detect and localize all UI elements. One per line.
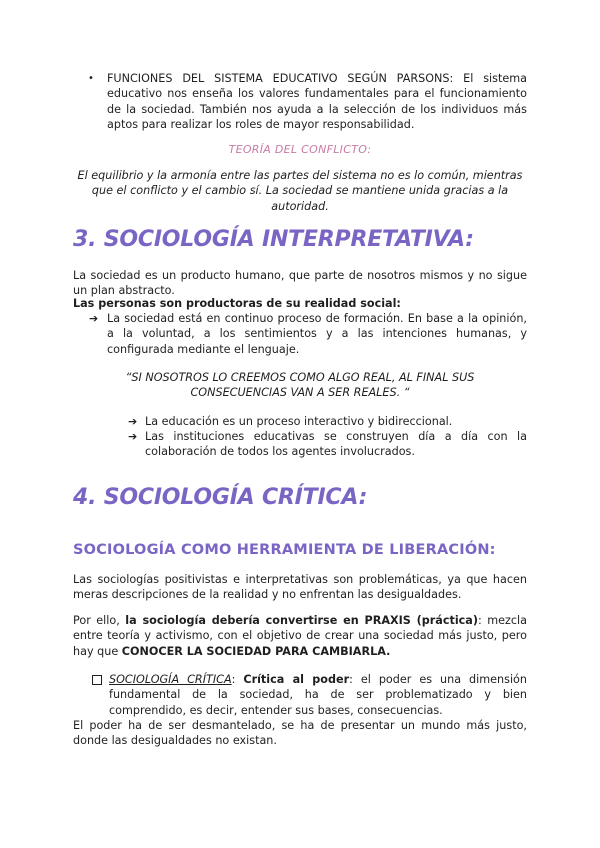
section4-final: El poder ha de ser desmantelado, se ha de presentar un mundo más justo, donde las desigualdades no existan. [73,719,527,748]
list-item: Las instituciones educativas se construyen día a día con la colaboración de todos los agentes involucrados. [145,430,527,459]
section4-paragraph-1: Las sociologías positivistas e interpretativas son problemáticas, ya que hacen meras descripciones de la realidad y no enfrentan las desigualdades. [73,573,527,602]
section3-intro: La sociedad es un producto humano, que parte de nosotros mismos y no sigue un plan abstracto. [73,269,527,298]
section3-title: 3. SOCIOLOGÍA INTERPRETATIVA: [73,227,474,252]
list-item: La educación es un proceso interactivo y bidireccional. [145,415,453,428]
conocer-text: CONOCER LA SOCIEDAD PARA CAMBIARLA. [121,644,391,658]
bullet-dot-icon: • [88,73,94,84]
praxis-text: la sociología debería convertirse en PRAXIS (práctica) [125,614,478,627]
parsons-text: El sistema educativo nos enseña los valores fundamentales para el funcionamiento de la sociedad. También nos ayuda a la selección de los individuos más aptos para realizar los roles de mayor responsabilidad. [107,72,527,132]
check-text: : el poder es una dimensión fundamental de la sociedad, ha de ser problematizado y bien comprendido, es decir, entender sus bases, consecuencias. [109,673,527,717]
section4-title: 4. SOCIOLOGÍA CRÍTICA: [73,485,368,510]
parsons-title: FUNCIONES DEL SISTEMA EDUCATIVO SEGÚN PARSONS: [107,72,454,85]
section3-quote: “SI NOSOTROS LO CREEMOS COMO ALGO REAL, AL FINAL SUS CONSECUENCIAS VAN A SER REALES. “ [125,371,475,400]
arrow-icon: ➔ [89,312,99,325]
checkbox[interactable] [92,675,102,685]
parsons-paragraph [107,71,527,133]
section3-arrow-item: La sociedad está en continuo proceso de formación. En base a la opinión, a la voluntad, a los sentimientos y a las intenciones humanas, y configurada mediante el lenguaje. [107,312,527,356]
conflict-text: El equilibrio y la armonía entre las partes del sistema no es lo común, mientras que el conflicto y el cambio sí. La sociedad se mantiene unida gracias a la autoridad. [77,169,523,213]
arrow-icon: ➔ [128,415,138,428]
para2-text: : mezcla entre teoría y activismo, con el objetivo de crear una sociedad más justo, pero hay que [73,614,527,658]
checklist-item [109,672,527,718]
conflict-heading: TEORÍA DEL CONFLICTO: [228,143,372,156]
section3-bold-line: Las personas son productoras de su realidad social: [73,297,401,310]
para2-text: Por ello, [73,614,126,627]
check-label: SOCIOLOGÍA CRÍTICA [109,673,232,686]
section4-paragraph-2 [73,613,527,659]
arrow-icon: ➔ [128,430,138,443]
check-bold: Crítica al poder [243,673,350,686]
section4-subtitle: SOCIOLOGÍA COMO HERRAMIENTA DE LIBERACIÓN: [73,542,496,558]
check-sep: : [231,673,244,686]
